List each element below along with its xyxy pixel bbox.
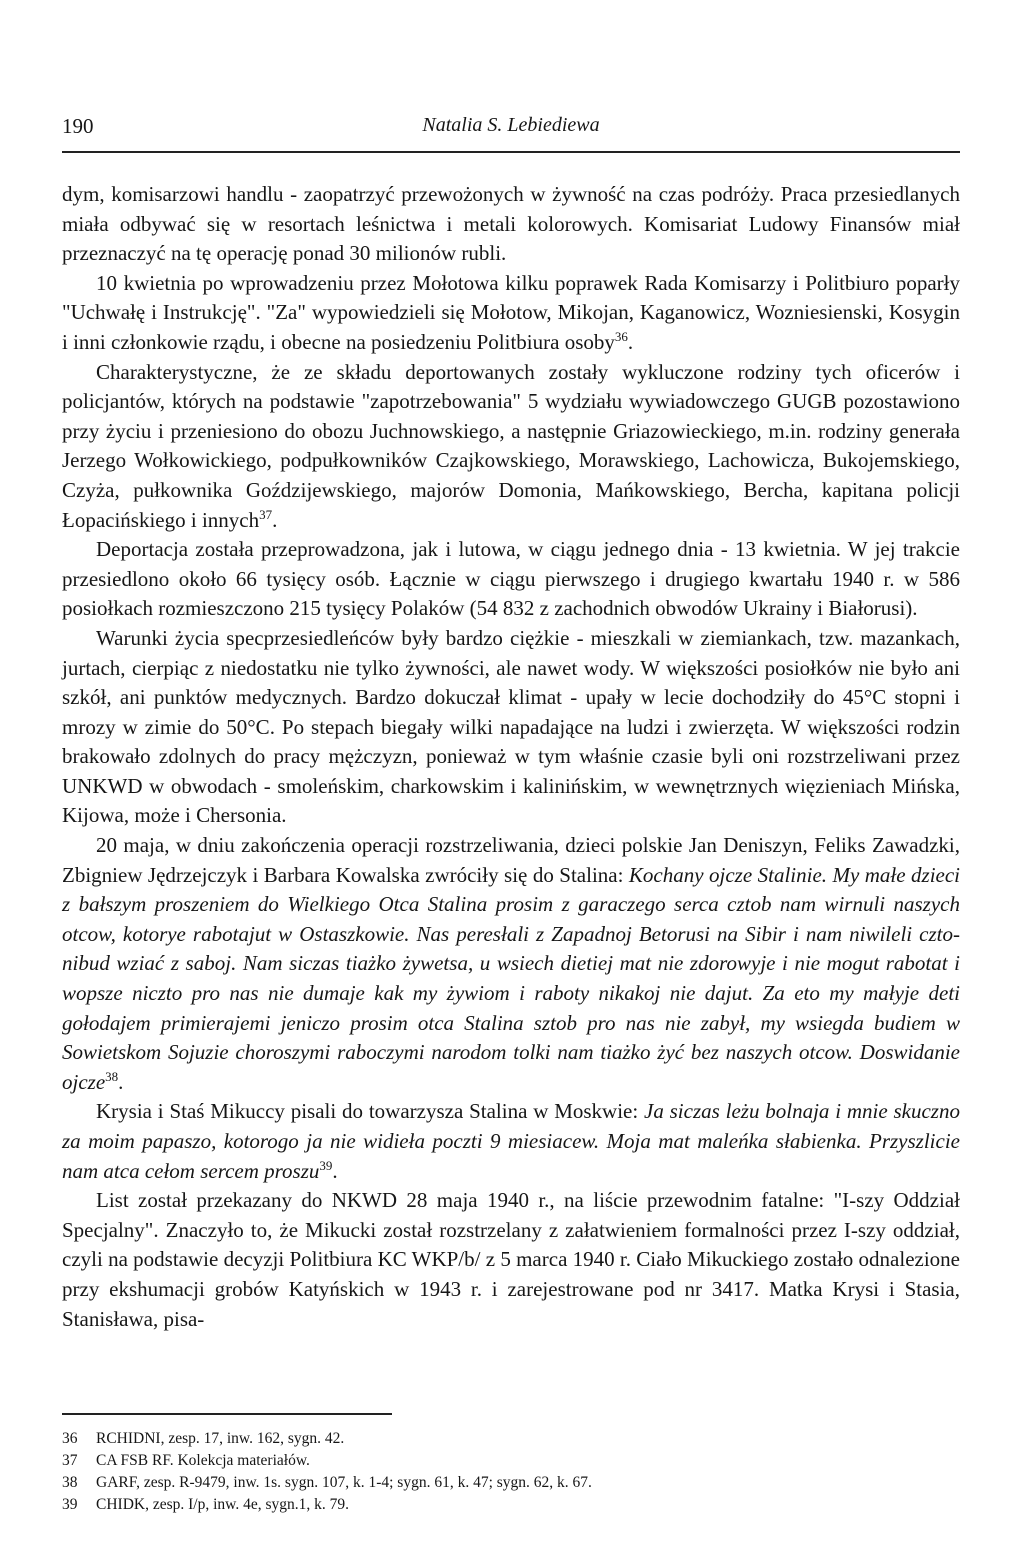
footnote-number: 37 bbox=[62, 1452, 78, 1469]
footnote-number: 39 bbox=[62, 1496, 78, 1513]
footnote-38 bbox=[62, 1472, 960, 1494]
footnote-rule bbox=[62, 1413, 392, 1415]
running-head: Natalia S. Lebiediewa bbox=[422, 114, 600, 136]
paragraph-7-end: . bbox=[332, 1158, 338, 1183]
footnote-text: CHIDK, zesp. I/p, inw. 4e, sygn.1, k. 79. bbox=[96, 1496, 349, 1513]
paragraph-1 bbox=[62, 180, 960, 269]
footnote-number: 38 bbox=[62, 1474, 78, 1491]
paragraph-3-text: Charakterystyczne, że ze składu deportowanych zostały wykluczone rodziny tych oficerów i policjantów, których na podstawie "zapotrzebowania" 5 wydziału wywiadowczego GUGB pozostawiono przy życiu i przeniesiono do obozu Juchnowskiego, a następnie Griazowieckiego, m.in. rodziny generała Jerzego Wołkowickiego, podpułkowników Czajkowskiego, Morawskiego, Lachowicza, Bukojemskiego, Czyża, pułkownika Goździjewskiego, majorów Domonia, Mańkowskiego, Bercha, kapitana policji Łopacińskiego i innych bbox=[62, 359, 960, 532]
footnote-number: 36 bbox=[62, 1430, 78, 1447]
footnote-37 bbox=[62, 1450, 960, 1472]
footnote-ref-39: 39 bbox=[319, 1157, 333, 1173]
footnote-36 bbox=[62, 1428, 960, 1450]
mikuccy-letter-quote: Ja siczas leżu bolnaja i mnie skuczno za moim papaszo, kotorogo ja nie widieła poczti 9 miesiacew. Moja mat maleńka słabienka. Przyszlicie nam atca cełom sercem proszu bbox=[62, 1099, 960, 1183]
footnote-ref-36: 36 bbox=[614, 328, 628, 344]
children-letter-quote: Kochany ojcze Stalinie. My małe dzieci z bałszym proszeniem do Wielkiego Otca Stalina prosim z garaczego serca cztob nam wirnuli naszych otcow, kotorye rabotajut w Ostaszkowie. Nas peresłali z Zapadnoj Betorusi na Sibir i nam niwileli czto-nibud wziać z saboj. Nam siczas tiażko żywetsa, u wsiech dietiej mat nie zdorowyje i nie mogut rabotat i wopsze niczto pro nas nie dumaje kak my żywiom i raboty nikakoj nie dajut. Za eto my małyje deti gołodajem primierajemi jeniczo prosim otca Stalina sztob pro nas nie zabył, my wsiegda budiem w Sowietskom Sojuzie choroszymi raboczymi narodom tolki nam tiażko żyć bez naszych otcow. Doswidanie ojcze bbox=[62, 862, 961, 1094]
paragraph-8-text: List został przekazany do NKWD 28 maja 1940 r., na liście przewodnim fatalne: "I-szy Oddział Specjalny". Znaczyło to, że Mikucki został rozstrzelany z załatwieniem formalności przez I-szy oddział, czyli na podstawie decyzji Politbiura KC WKP/b/ z 5 marca 1940 r. Ciało Mikuckiego zostało odnalezione przy ekshumacji grobów Katyńskich w 1943 r. i zarejestrowane pod nr 3417. Matka Krysi i Stasia, Stanisława, pisa- bbox=[62, 1188, 960, 1331]
paragraph-5 bbox=[62, 624, 960, 831]
paragraph-6-lead: 20 maja, w dniu zakończenia operacji rozstrzeliwania, dzieci polskie Jan Deniszyn, Feliks Zawadzki, Zbigniew Jędrzejczyk i Barbara Kowalska zwróciły się do Stalina: bbox=[62, 833, 960, 887]
footnote-ref-38: 38 bbox=[105, 1068, 119, 1084]
paragraph-8 bbox=[62, 1186, 960, 1334]
page-header bbox=[62, 114, 960, 146]
paragraph-4-text: Deportacja została przeprowadzona, jak i lutowa, w ciągu jednego dnia - 13 kwietnia. W jej trakcie przesiedlono około 66 tysięcy osób. Łącznie w ciągu pierwszego i drugiego kwartału 1940 r. w 586 posiołkach rozmieszczono 215 tysięcy Polaków (54 832 z zachodnich obwodów Ukrainy i Białorusi). bbox=[62, 537, 960, 621]
paragraph-2-end: . bbox=[627, 329, 634, 354]
footnote-ref-37: 37 bbox=[259, 506, 273, 522]
footnote-39 bbox=[62, 1494, 960, 1516]
footnote-text: GARF, zesp. R-9479, inw. 1s. sygn. 107, k. 1-4; sygn. 61, k. 47; sygn. 62, k. 67. bbox=[96, 1474, 592, 1491]
header-rule bbox=[62, 151, 960, 153]
paragraph-1-text: dym, komisarzowi handlu - zaopatrzyć przewożonych w żywność na czas podróży. Praca przesiedlanych miała odbywać się w resortach leśnictwa i metali kolorowych. Komisariat Ludowy Finansów miał przeznaczyć na tę operację ponad 30 milionów rubli. bbox=[62, 182, 960, 266]
paragraph-7-lead: Krysia i Staś Mikuccy pisali do towarzysza Stalina w Moskwie: bbox=[96, 1099, 644, 1124]
paragraph-2 bbox=[62, 269, 960, 358]
body-text bbox=[62, 180, 960, 1334]
paragraph-6-end: . bbox=[118, 1069, 124, 1094]
page-number: 190 bbox=[62, 114, 94, 138]
paragraph-2-text: 10 kwietnia po wprowadzeniu przez Mołotowa kilku poprawek Rada Komisarzy i Politbiuro poparły "Uchwałę i Instrukcję". "Za" wypowiedzieli się Mołotow, Mikojan, Kaganowicz, Wozniesienski, Kosygin i inni członkowie rządu, i obecne na posiedzeniu Politbiura osoby bbox=[62, 270, 960, 354]
footnote-text: CA FSB RF. Kolekcja materiałów. bbox=[96, 1452, 310, 1469]
paragraph-4 bbox=[62, 535, 960, 624]
footnote-text: RCHIDNI, zesp. 17, inw. 162, sygn. 42. bbox=[96, 1430, 345, 1447]
paragraph-3-end: . bbox=[272, 507, 278, 532]
paragraph-3 bbox=[62, 358, 960, 536]
paragraph-5-text: Warunki życia specprzesiedleńców były bardzo ciężkie - mieszkali w ziemiankach, tzw. mazankach, jurtach, cierpiąc z niedostatku nie tylko żywności, ale nawet wody. W większości posiołków nie było ani szkół, ani punktów medycznych. Bardzo dokuczał klimat - upały w lecie dochodziły do 45°C stopni i mrozy w zimie do 50°C. Po stepach biegały wilki napadające na ludzi i zwierzęta. W większości rodzin brakowało zdolnych do pracy mężczyzn, ponieważ w tym właśnie czasie byli oni rozstrzeliwani przez UNKWD w obwodach - smoleńskim, charkowskim i kalinińskim, w wewnętrznych więzieniach Mińska, Kijowa, może i Chersonia. bbox=[62, 625, 960, 828]
paragraph-6 bbox=[62, 831, 960, 1097]
footnotes bbox=[62, 1428, 960, 1516]
paragraph-7 bbox=[62, 1097, 960, 1186]
